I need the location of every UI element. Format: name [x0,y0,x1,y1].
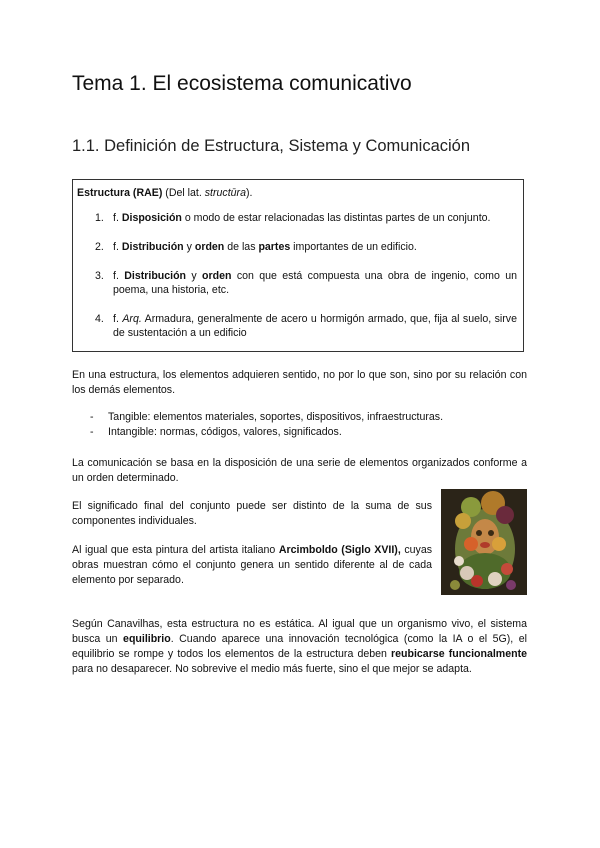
item-text: o modo de estar relacionadas las distintas partes de un conjunto. [181,212,491,224]
origin-word: structūra [204,187,246,199]
item-italic: Arq. [122,313,142,325]
bold-run: reubicarse funcionalmente [391,648,527,660]
item-bold: orden [194,241,225,253]
text-run: para no desaparecer. No sobrevive el medio más fuerte, sino el que mejor se adapta. [72,663,472,675]
definition-box [72,179,524,352]
item-text: Armadura, generalmente de acero u hormigón armado, que, fija al suelo, sirve de sustentación a un edificio [113,313,517,339]
item-text: f. [113,212,122,224]
item-text: de las [224,241,259,253]
item-bold: partes [258,241,291,253]
item-number: 4. [95,313,104,325]
section-heading: 1.1. Definición de Estructura, Sistema y Comunicación [72,137,471,155]
definition-term: Estructura (RAE) [77,187,163,199]
item-number: 3. [95,270,104,282]
definition-item [77,240,519,254]
bold-run: equilibrio [123,633,171,645]
origin-suffix: ). [245,187,253,199]
item-bold: Distribución [124,270,187,282]
origin-prefix: (Del lat. [162,187,205,199]
item-bold: Disposición [121,212,182,224]
text-run: cuyas obras muestran cómo el conjunto genera un sentido diferente al de cada elemento por separado. [72,544,433,586]
bold-run: Arcimboldo (Siglo XVII), [278,544,401,556]
list-item: - Intangible: normas, códigos, valores, significados. [72,425,443,440]
item-number: 1. [95,212,104,224]
definition-head [77,186,519,200]
definition-item [77,211,519,225]
page-title: Tema 1. El ecosistema comunicativo [72,72,412,95]
definition-item [77,269,519,297]
list-item: - Tangible: elementos materiales, soportes, dispositivos, infraestructuras. [72,410,443,425]
paragraph-structure: En una estructura, los elementos adquieren sentido, no por lo que son, sino por su relación con los demás elementos. [72,369,527,396]
paragraph-canavilhas [72,617,527,677]
paragraph-meaning: El significado final del conjunto puede ser distinto de la suma de sus componentes individuales. [72,500,432,527]
arcimboldo-painting [441,489,527,595]
item-number: 2. [95,241,104,253]
item-text: y [183,241,195,253]
dash-list [72,410,443,440]
paragraph-communication: La comunicación se basa en la disposición de una serie de elementos organizados conforme a un orden determinado. [72,457,527,484]
item-text: importantes de un edificio. [290,241,417,253]
item-text: f. [113,313,123,325]
text-run: . Cuando aparece una innovación tecnológica (como la IA o el 5G), el equilibrio se rompe y todos los elementos de la estructura deben [72,633,527,660]
item-bold: orden [202,270,232,282]
definition-item [77,312,519,340]
paragraph-arcimboldo [72,543,432,588]
item-text: f. [113,241,122,253]
item-text: y [186,270,203,282]
text-run: Según Canavilhas, esta estructura no es estática. Al igual que un organismo vivo, el sistema busca un [72,618,527,645]
item-text: f. [113,270,125,282]
item-text: con que está compuesta una obra de ingenio, como un poema, una historia, etc. [113,270,517,296]
painting-image [441,489,527,595]
item-bold: Distribución [121,241,184,253]
text-run: Al igual que esta pintura del artista italiano [72,544,279,556]
definition-list [77,211,519,340]
